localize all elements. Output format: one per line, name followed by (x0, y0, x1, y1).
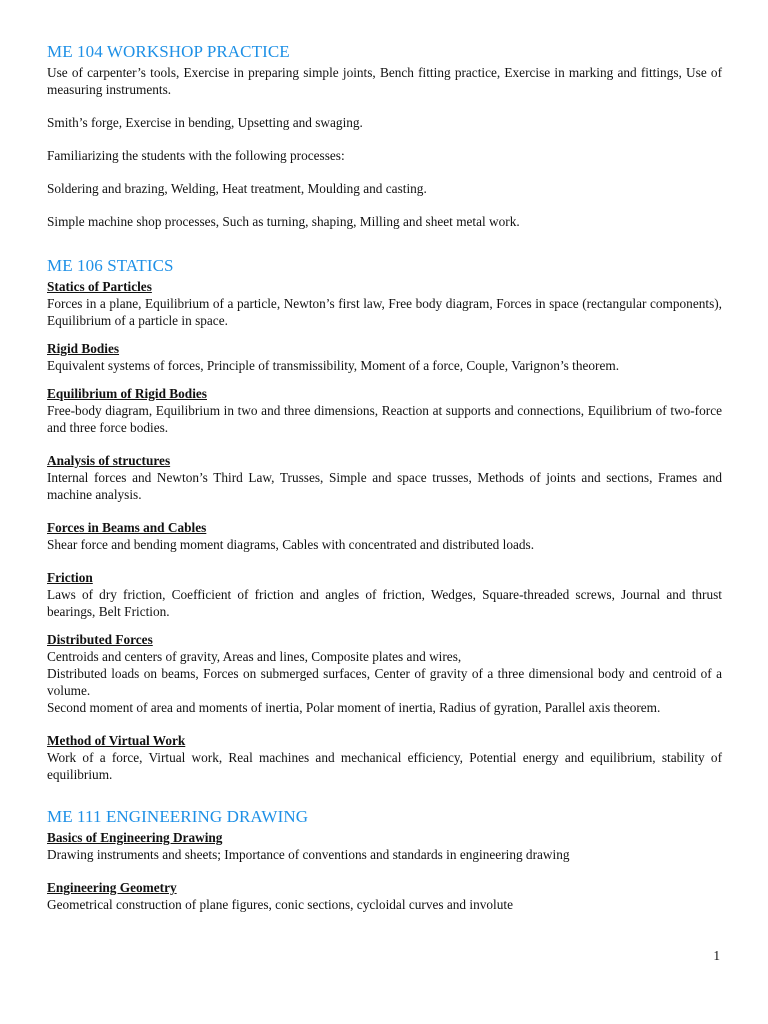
subsection-forces-beams-cables (47, 519, 722, 553)
paragraph: Internal forces and Newton’s Third Law, Trusses, Simple and space trusses, Methods of joints and sections, Frames and machine analysis. (47, 470, 722, 502)
course-title-me111: ME 111 ENGINEERING DRAWING (47, 807, 309, 826)
sub-heading: Method of Virtual Work (47, 733, 186, 748)
section-me111 (47, 805, 722, 913)
sub-heading: Engineering Geometry (47, 880, 177, 895)
subsection-analysis-of-structures (47, 452, 722, 503)
subsection-rigid-bodies (47, 340, 722, 374)
paragraph: Centroids and centers of gravity, Areas and lines, Composite plates and wires, (47, 649, 462, 664)
sub-heading: Rigid Bodies (47, 341, 120, 356)
page-number: 1 (713, 948, 720, 963)
paragraph: Geometrical construction of plane figures, conic sections, cycloidal curves and involute (47, 897, 513, 912)
paragraph: Free-body diagram, Equilibrium in two and three dimensions, Reaction at supports and connections, Equilibrium of two-force and three force bodies. (47, 403, 722, 435)
section-me104 (47, 40, 722, 230)
course-title-me104: ME 104 WORKSHOP PRACTICE (47, 42, 290, 61)
subsection-basics-engineering-drawing (47, 829, 722, 863)
sub-heading: Analysis of structures (47, 453, 171, 468)
paragraph: Smith’s forge, Exercise in bending, Upsetting and swaging. (47, 115, 363, 130)
paragraph: Second moment of area and moments of inertia, Polar moment of inertia, Radius of gyration, Parallel axis theorem. (47, 700, 661, 715)
paragraph: Forces in a plane, Equilibrium of a particle, Newton’s first law, Free body diagram, Forces in space (rectangular components), Equilibrium of a particle in space. (47, 296, 722, 328)
paragraph: Distributed loads on beams, Forces on submerged surfaces, Center of gravity of a three dimensional body and centroid of a volume. (47, 666, 722, 698)
section-me106 (47, 254, 722, 783)
paragraph: Use of carpenter’s tools, Exercise in preparing simple joints, Bench fitting practice, Exercise in marking and fittings, Use of measuring instruments. (47, 65, 722, 97)
subsection-engineering-geometry (47, 879, 722, 913)
document-page (47, 40, 722, 913)
paragraph: Simple machine shop processes, Such as turning, shaping, Milling and sheet metal work. (47, 214, 520, 229)
sub-heading: Friction (47, 570, 93, 585)
paragraph: Familiarizing the students with the following processes: (47, 148, 345, 163)
sub-heading: Basics of Engineering Drawing (47, 830, 223, 845)
subsection-statics-of-particles (47, 278, 722, 329)
sub-heading: Forces in Beams and Cables (47, 520, 207, 535)
sub-heading: Statics of Particles (47, 279, 152, 294)
subsection-equilibrium-rigid-bodies (47, 385, 722, 436)
subsection-friction (47, 569, 722, 620)
course-title-me106: ME 106 STATICS (47, 256, 174, 275)
subsection-virtual-work (47, 732, 722, 783)
paragraph: Shear force and bending moment diagrams, Cables with concentrated and distributed loads. (47, 537, 535, 552)
subsection-distributed-forces (47, 631, 722, 716)
sub-heading: Distributed Forces (47, 632, 153, 647)
paragraph: Work of a force, Virtual work, Real machines and mechanical efficiency, Potential energy and equilibrium, stability of equilibrium. (47, 750, 722, 782)
paragraph: Drawing instruments and sheets; Importance of conventions and standards in engineering drawing (47, 847, 570, 862)
paragraph: Laws of dry friction, Coefficient of friction and angles of friction, Wedges, Square-threaded screws, Journal and thrust bearings, Belt Friction. (47, 587, 722, 619)
paragraph: Equivalent systems of forces, Principle of transmissibility, Moment of a force, Couple, Varignon’s theorem. (47, 358, 620, 373)
sub-heading: Equilibrium of Rigid Bodies (47, 386, 207, 401)
paragraph: Soldering and brazing, Welding, Heat treatment, Moulding and casting. (47, 181, 427, 196)
